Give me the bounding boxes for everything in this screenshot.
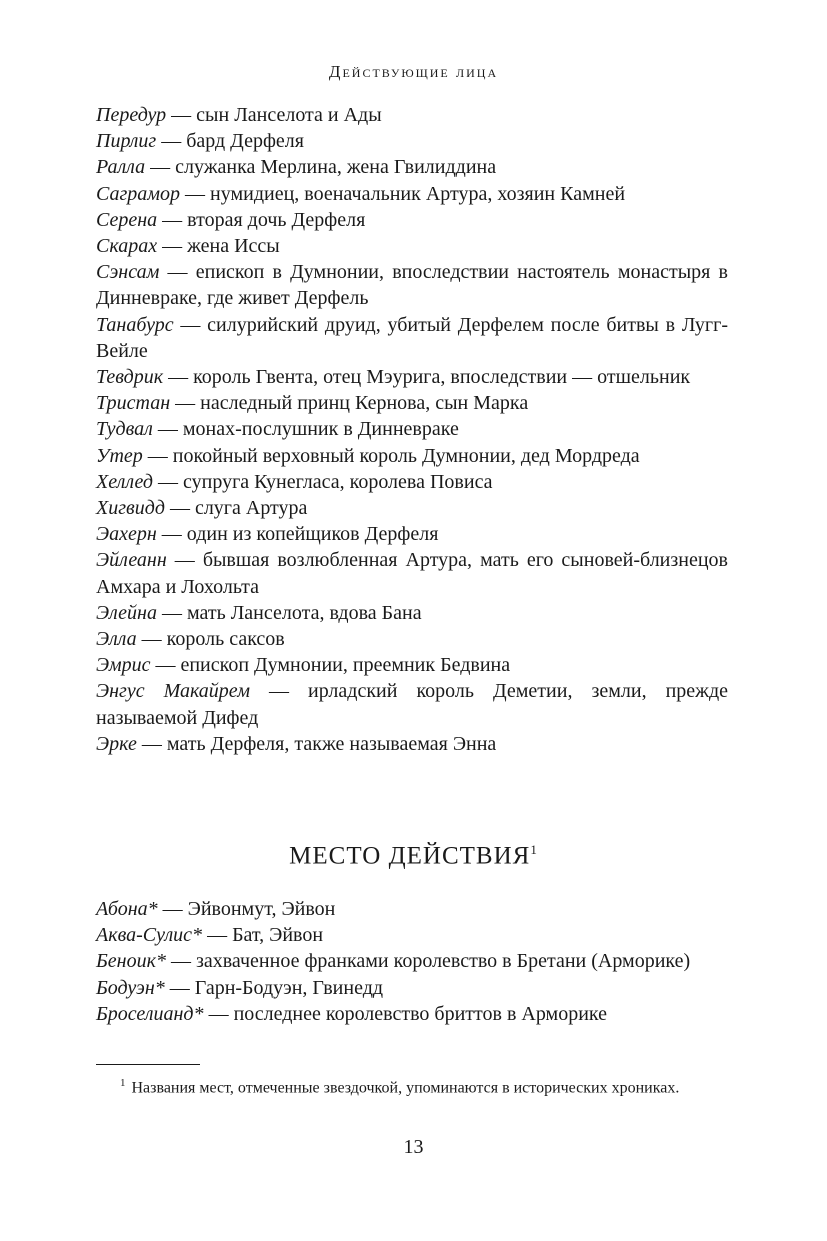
list-item bbox=[96, 259, 728, 311]
list-item bbox=[96, 731, 728, 757]
places-list bbox=[96, 896, 728, 1027]
list-item bbox=[96, 469, 728, 495]
entry-description: епископ в Думнонии, впоследствии настоятель монастыря в Динневраке, где живет Дерфель bbox=[96, 261, 728, 310]
entry-dash: — bbox=[136, 628, 167, 651]
entry-name: Эрке bbox=[96, 732, 137, 755]
entry-description: сын Ланселота и Ады bbox=[196, 104, 382, 126]
entry-name: Броселианд* bbox=[96, 1002, 204, 1025]
list-item bbox=[96, 495, 728, 521]
entry-name: Серена bbox=[96, 208, 158, 231]
entry-description: Эйвонмут, Эйвон bbox=[187, 898, 336, 920]
entry-dash: — bbox=[180, 182, 211, 205]
entry-name: Тевдрик bbox=[96, 366, 164, 389]
footnote-rule bbox=[96, 1064, 200, 1065]
entry-description: захваченное франками королевство в Бретани (Арморике) bbox=[195, 950, 691, 973]
entry-name: Ралла bbox=[96, 156, 146, 179]
entry-name: Хеллед bbox=[96, 470, 154, 493]
footnote-mark: 1 bbox=[120, 1077, 126, 1089]
entry-dash: — bbox=[203, 1002, 234, 1025]
list-item bbox=[96, 128, 728, 154]
entry-name: Хигвидд bbox=[96, 497, 165, 520]
entry-description: служанка Мерлина, жена Гвилиддина bbox=[175, 156, 497, 179]
list-item bbox=[96, 416, 728, 442]
entry-dash: — bbox=[165, 950, 196, 973]
entry-dash: — bbox=[145, 156, 176, 179]
entry-name: Утер bbox=[96, 444, 143, 467]
entry-dash: — bbox=[164, 976, 195, 999]
footnote bbox=[96, 1072, 716, 1099]
list-item bbox=[96, 626, 728, 652]
entry-description: монах-послушник в Динневраке bbox=[182, 418, 459, 441]
entry-dash: — bbox=[136, 732, 167, 755]
list-item bbox=[96, 443, 728, 469]
entry-description: бард Дерфеля bbox=[186, 130, 304, 153]
entry-dash: — bbox=[173, 313, 208, 336]
list-item bbox=[96, 181, 728, 207]
running-head: Действующие лица bbox=[328, 62, 499, 81]
entry-description: вторая дочь Дерфеля bbox=[187, 208, 366, 231]
entry-name: Саграмор bbox=[96, 182, 181, 205]
entry-dash: — bbox=[156, 523, 187, 546]
list-item bbox=[96, 312, 728, 364]
entry-dash: — bbox=[159, 261, 196, 284]
entry-description: слуга Артура bbox=[194, 497, 308, 520]
entry-dash: — bbox=[157, 208, 188, 231]
list-item bbox=[96, 948, 728, 974]
entry-description: Бат, Эйвон bbox=[232, 924, 324, 947]
entry-name: Абона* bbox=[96, 898, 158, 920]
entry-description: король саксов bbox=[166, 628, 285, 651]
footnote-text: Названия мест, отмеченные звездочкой, упоминаются в исторических хрониках. bbox=[131, 1079, 680, 1097]
entry-description: жена Иссы bbox=[187, 235, 280, 258]
page-number: 13 bbox=[403, 1136, 424, 1158]
entry-dash: — bbox=[157, 898, 188, 920]
entry-name: Эмрис bbox=[96, 654, 151, 677]
entry-description: супруга Кунегласа, королева Повиса bbox=[183, 470, 493, 493]
footnote-reference: 1 bbox=[530, 842, 538, 857]
entry-description: наследный принц Кернова, сын Марка bbox=[200, 392, 529, 415]
entry-dash: — bbox=[150, 654, 181, 677]
characters-list bbox=[96, 102, 728, 757]
entry-dash: — bbox=[170, 392, 201, 415]
entry-description: последнее королевство бриттов в Арморике bbox=[233, 1002, 607, 1025]
entry-dash: — bbox=[202, 924, 233, 947]
entry-description: нумидиец, военачальник Артура, хозяин Камней bbox=[210, 182, 626, 205]
entry-description: бывшая возлюбленная Артура, мать его сыновей-близнецов Амхара и Лохольта bbox=[96, 549, 728, 598]
entry-name: Беноик* bbox=[96, 950, 166, 973]
entry-name: Элейна bbox=[96, 601, 157, 624]
list-item bbox=[96, 364, 728, 390]
entry-description: мать Ланселота, вдова Бана bbox=[186, 601, 422, 624]
entry-dash: — bbox=[249, 680, 308, 703]
entry-name: Элла bbox=[96, 628, 137, 651]
entry-dash: — bbox=[164, 497, 195, 520]
entry-dash: — bbox=[156, 130, 187, 153]
entry-description: мать Дерфеля, также называемая Энна bbox=[166, 732, 497, 755]
list-item bbox=[96, 521, 728, 547]
list-item bbox=[96, 922, 728, 948]
list-item bbox=[96, 1001, 728, 1027]
entry-description: Гарн-Бодуэн, Гвинедд bbox=[194, 976, 384, 999]
entry-dash: — bbox=[166, 104, 197, 126]
list-item bbox=[96, 975, 728, 1001]
list-item bbox=[96, 233, 728, 259]
list-item bbox=[96, 600, 728, 626]
entry-dash: — bbox=[157, 235, 188, 258]
entry-dash: — bbox=[142, 444, 173, 467]
entry-name: Сэнсам bbox=[96, 261, 160, 284]
list-item bbox=[96, 652, 728, 678]
entry-name: Бодуэн* bbox=[96, 976, 165, 999]
entry-name: Эйлеанн bbox=[96, 549, 167, 572]
entry-dash: — bbox=[163, 366, 194, 389]
entry-name: Пирлиг bbox=[96, 130, 157, 153]
section-title bbox=[0, 842, 827, 870]
entry-name: Энгус Макайрем bbox=[96, 680, 250, 703]
entry-description: один из копейщиков Дерфеля bbox=[186, 523, 439, 546]
list-item bbox=[96, 678, 728, 730]
list-item bbox=[96, 207, 728, 233]
entry-name: Скарах bbox=[96, 235, 158, 258]
entry-dash: — bbox=[152, 418, 183, 441]
list-item bbox=[96, 896, 728, 922]
list-item bbox=[96, 547, 728, 599]
entry-description: король Гвента, отец Мэурига, впоследствии — отшельник bbox=[193, 366, 691, 389]
section-title-text: МЕСТО ДЕЙСТВИЯ bbox=[289, 842, 531, 870]
list-item bbox=[96, 390, 728, 416]
entry-description: ирладский король Деметии, земли, прежде называемой Дифед bbox=[96, 680, 729, 729]
entry-name: Тудвал bbox=[96, 418, 153, 441]
entry-name: Передур bbox=[96, 104, 167, 126]
list-item bbox=[96, 102, 728, 128]
entry-dash: — bbox=[156, 601, 187, 624]
entry-dash: — bbox=[153, 470, 184, 493]
entry-description: епископ Думнонии, преемник Бедвина bbox=[180, 654, 511, 677]
entry-description: силурийский друид, убитый Дерфелем после битвы в Лугг-Вейле bbox=[96, 313, 728, 362]
list-item bbox=[96, 154, 728, 180]
entry-name: Аква-Сулис* bbox=[96, 924, 203, 947]
entry-description: покойный верховный король Думнонии, дед Мордреда bbox=[172, 444, 640, 467]
entry-name: Эахерн bbox=[96, 523, 157, 546]
entry-dash: — bbox=[166, 549, 203, 572]
entry-name: Тристан bbox=[96, 392, 171, 415]
entry-name: Танабурс bbox=[96, 313, 174, 336]
